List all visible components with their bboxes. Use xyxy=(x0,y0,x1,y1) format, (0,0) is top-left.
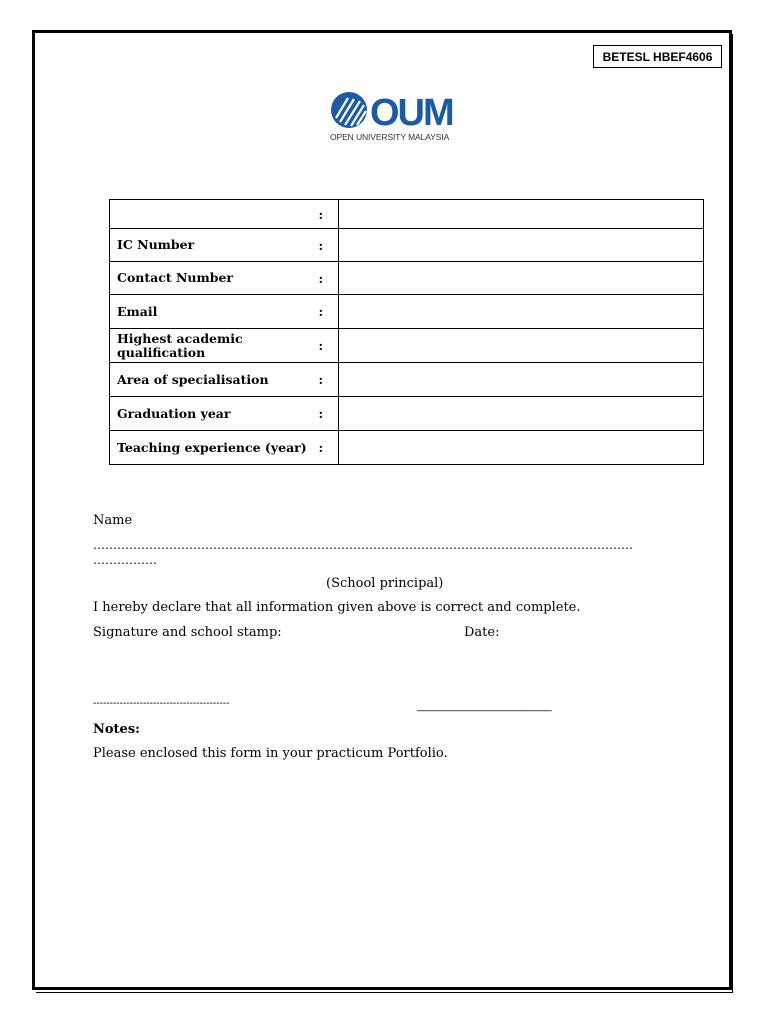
row-label: Highest academic qualification xyxy=(110,329,316,363)
row-colon: : xyxy=(316,200,339,229)
name-dotted-line[interactable]: ……………………………………………………………………………………………………………………… xyxy=(93,538,633,552)
school-principal-label: (School principal) xyxy=(326,576,444,591)
notes-heading: Notes: xyxy=(93,722,140,737)
row-label: Teaching experience (year) xyxy=(110,431,316,465)
oum-logo-mark xyxy=(330,92,464,132)
contact-number-field[interactable] xyxy=(339,262,704,295)
row-colon: : xyxy=(316,397,339,431)
table-row xyxy=(110,200,704,229)
logo-subtitle: OPEN UNIVERSITY MALAYSIA xyxy=(330,132,450,142)
logo-wordmark: OUM xyxy=(370,92,453,132)
specialisation-field[interactable] xyxy=(339,363,704,397)
row-colon: : xyxy=(316,363,339,397)
signature-label: Signature and school stamp: xyxy=(93,625,282,640)
row-value-field[interactable] xyxy=(339,200,704,229)
row-colon: : xyxy=(316,329,339,363)
date-label: Date: xyxy=(464,625,500,640)
graduation-year-field[interactable] xyxy=(339,397,704,431)
row-label xyxy=(110,200,316,229)
row-colon: : xyxy=(316,295,339,329)
row-label: Email xyxy=(110,295,316,329)
row-colon: : xyxy=(316,431,339,465)
row-label: Graduation year xyxy=(110,397,316,431)
table-row xyxy=(110,329,704,363)
row-colon: : xyxy=(316,229,339,262)
teaching-experience-field[interactable] xyxy=(339,431,704,465)
row-colon: : xyxy=(316,262,339,295)
oum-logo xyxy=(330,92,464,144)
ic-number-field[interactable] xyxy=(339,229,704,262)
table-row xyxy=(110,229,704,262)
table-row xyxy=(110,295,704,329)
email-field[interactable] xyxy=(339,295,704,329)
row-label: Area of specialisation xyxy=(110,363,316,397)
teacher-info-table xyxy=(109,199,704,465)
name-dotted-line-cont: ……………. xyxy=(93,553,157,567)
name-label: Name xyxy=(93,513,133,528)
course-code: BETESL HBEF4606 xyxy=(602,49,713,64)
table-row xyxy=(110,431,704,465)
declaration-statement: I hereby declare that all information given above is correct and complete. xyxy=(93,600,581,615)
table-row xyxy=(110,363,704,397)
course-code-box xyxy=(593,45,722,68)
date-line[interactable]: ______________________ xyxy=(417,700,552,712)
page-border-shadow xyxy=(36,34,733,993)
qualification-field[interactable] xyxy=(339,329,704,363)
table-row xyxy=(110,397,704,431)
row-label: Contact Number xyxy=(110,262,316,295)
signature-line[interactable]: ----------------------------------------- xyxy=(93,698,230,709)
row-label: IC Number xyxy=(110,229,316,262)
notes-text: Please enclosed this form in your practicum Portfolio. xyxy=(93,746,448,761)
table-row xyxy=(110,262,704,295)
